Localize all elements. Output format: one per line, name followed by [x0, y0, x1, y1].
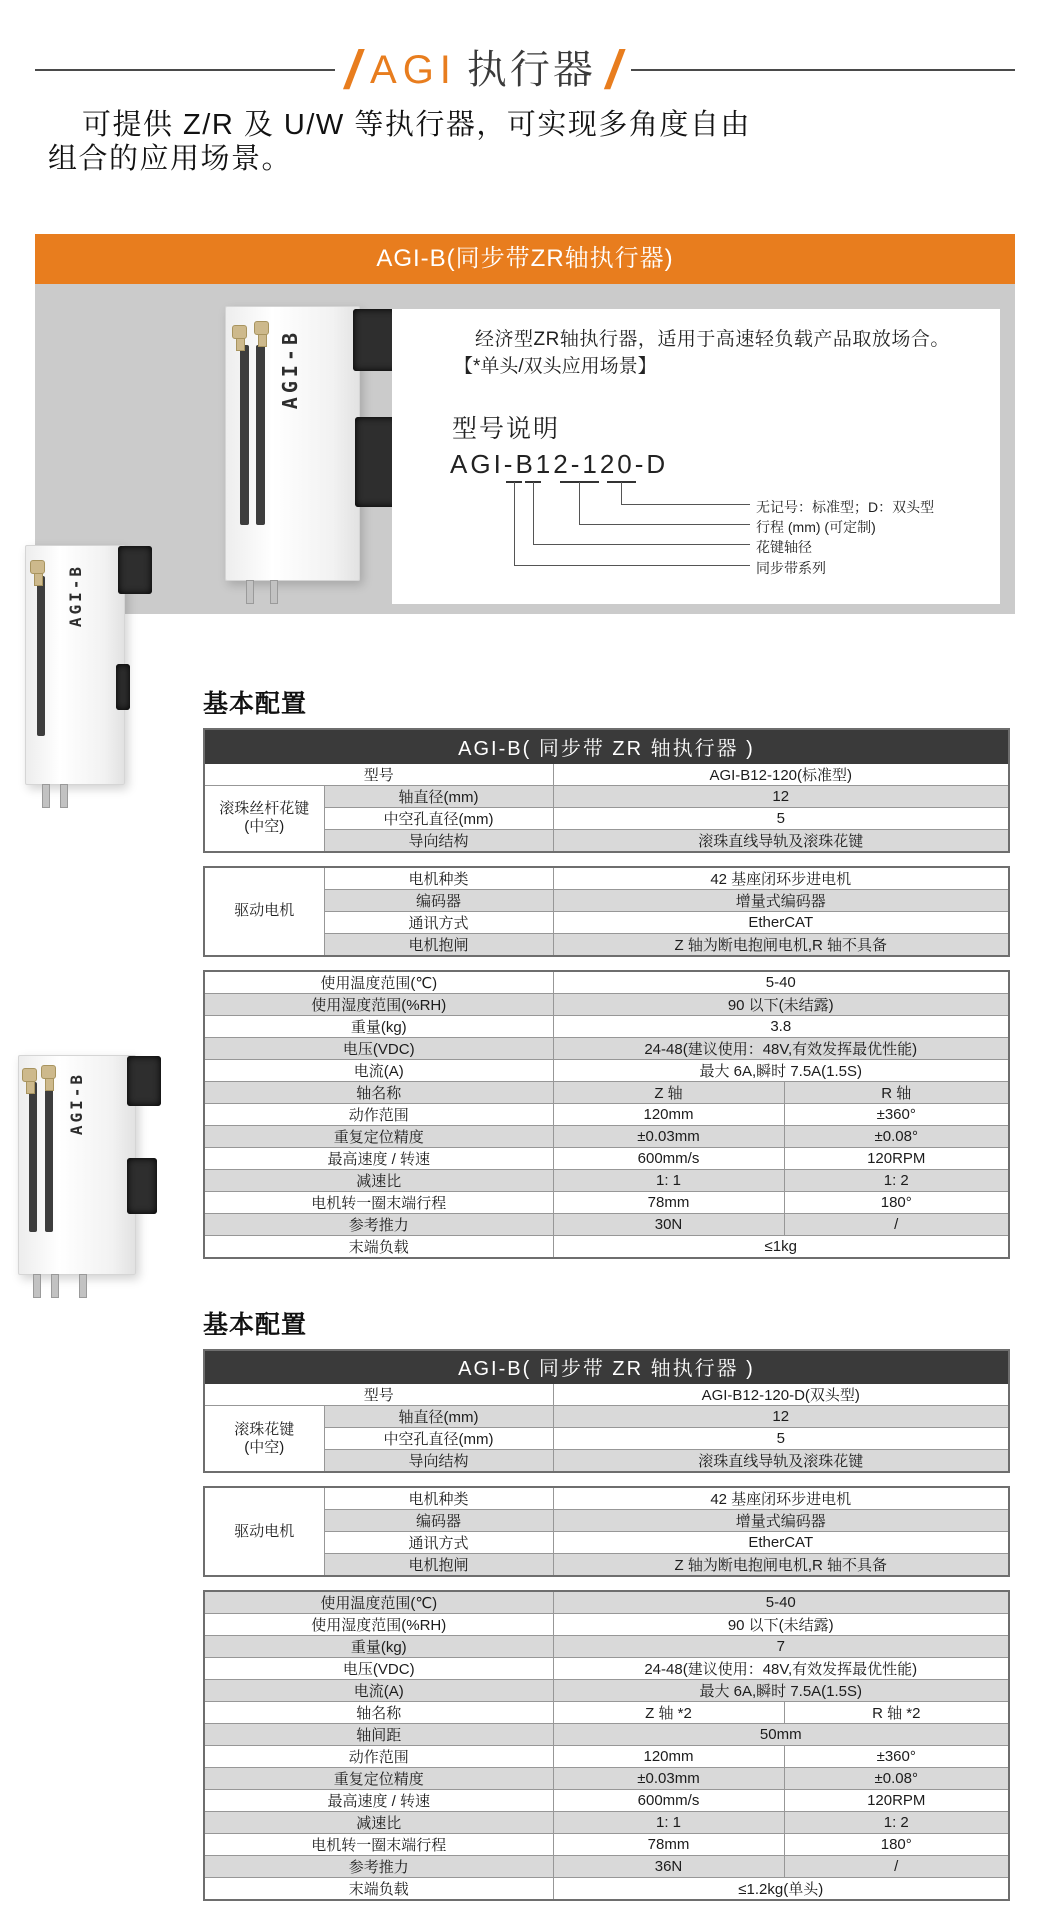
table-row	[204, 1191, 1009, 1213]
shaft	[42, 784, 50, 808]
spec-value: 42 基座闭环步进电机	[553, 1487, 1009, 1510]
spec-value: 最大 6A,瞬时 7.5A(1.5S)	[553, 1059, 1009, 1081]
spec-value-r: 1: 2	[784, 1812, 1009, 1834]
spec-value: 5-40	[553, 971, 1009, 994]
spec-label: 参考推力	[204, 1213, 553, 1235]
spec-value-z: 120mm	[553, 1746, 784, 1768]
spec-value: 5	[553, 1428, 1009, 1450]
title-rule-right	[631, 69, 1015, 71]
spec-value-z: 30N	[553, 1213, 784, 1235]
product-banner-title: AGI-B(同步带ZR轴执行器)	[35, 234, 1015, 284]
table-row	[204, 1724, 1009, 1746]
spec-label: 导向结构	[324, 1450, 553, 1473]
table-row	[204, 1856, 1009, 1878]
spec-value-r: ±0.08°	[784, 1768, 1009, 1790]
actuator-slot	[256, 345, 265, 525]
product-description: 经济型ZR轴执行器，适用于高速轻负载产品取放场合。	[475, 329, 950, 350]
table-row	[204, 1554, 1009, 1577]
table-row	[204, 1636, 1009, 1658]
table-row	[204, 1015, 1009, 1037]
spec-label: 编码器	[324, 1510, 553, 1532]
model-code: AGI-B12-120-D	[450, 449, 669, 479]
table-row	[204, 1213, 1009, 1235]
spec-value-r: /	[784, 1213, 1009, 1235]
table-row	[204, 1878, 1009, 1901]
shaft	[51, 1274, 59, 1298]
spec-label: 电流(A)	[204, 1059, 553, 1081]
table-row	[204, 1125, 1009, 1147]
table-row	[204, 1487, 1009, 1510]
motor-block	[127, 1158, 157, 1214]
spec-table-performance	[203, 1590, 1010, 1901]
table-row	[204, 1614, 1009, 1636]
spec-table-performance	[203, 970, 1010, 1259]
spec-value-r: ±360°	[784, 1746, 1009, 1768]
spec-value-r: ±0.08°	[784, 1125, 1009, 1147]
spec-value-z: 1: 1	[553, 1812, 784, 1834]
spec-value: 12	[553, 1406, 1009, 1428]
table-row	[204, 889, 1009, 911]
table-title: AGI-B( 同步带 ZR 轴执行器 )	[204, 729, 1009, 763]
shaft	[270, 580, 278, 604]
spec-label: 动作范围	[204, 1746, 553, 1768]
spec-label: 最高速度 / 转速	[204, 1147, 553, 1169]
table-row	[204, 933, 1009, 956]
product-overview-panel	[35, 284, 1015, 614]
spec-value-z: 36N	[553, 1856, 784, 1878]
table-row	[204, 1428, 1009, 1450]
table-row	[204, 1059, 1009, 1081]
spec-value: 滚珠直线导轨及滚珠花键	[553, 1450, 1009, 1473]
spec-label: 电机转一圈末端行程	[204, 1834, 553, 1856]
spec-value: 12	[553, 785, 1009, 807]
air-fitting	[22, 1068, 37, 1082]
spec-label: 轴直径(mm)	[324, 1406, 553, 1428]
spec-value-r: 1: 2	[784, 1169, 1009, 1191]
group-label: 滚珠花键 (中空)	[204, 1406, 324, 1473]
table-row	[204, 911, 1009, 933]
slash-icon: /	[605, 40, 621, 100]
spec-label: 型号	[204, 1384, 553, 1406]
actuator-slot	[37, 576, 45, 736]
spec-value: 7	[553, 1636, 1009, 1658]
group-label: 滚珠丝杆花键 (中空)	[204, 785, 324, 852]
product-model-label: AGI-B	[66, 564, 85, 628]
spec-label: 轴直径(mm)	[324, 785, 553, 807]
table-row	[204, 1406, 1009, 1428]
spec-value: 24-48(建议使用：48V,有效发挥最优性能)	[553, 1037, 1009, 1059]
spec-value-r: R 轴	[784, 1081, 1009, 1103]
spec-label: 轴间距	[204, 1724, 553, 1746]
product-description-note: 【*单头/双头应用场景】	[454, 356, 657, 377]
actuator-slot	[240, 345, 249, 525]
spec-value-r: ±360°	[784, 1103, 1009, 1125]
motor-block	[118, 546, 152, 594]
spec-value-z: Z 轴	[553, 1081, 784, 1103]
spec-label: 减速比	[204, 1812, 553, 1834]
spec-label: 最高速度 / 转速	[204, 1790, 553, 1812]
slash-icon: /	[345, 40, 361, 100]
actuator-slot	[45, 1082, 53, 1232]
table-row	[204, 1532, 1009, 1554]
table-row	[204, 1658, 1009, 1680]
spec-value: 增量式编码器	[553, 1510, 1009, 1532]
spec-value: Z 轴为断电抱闸电机,R 轴不具备	[553, 1554, 1009, 1577]
spec-value-z: ±0.03mm	[553, 1125, 784, 1147]
spec-value-r: 120RPM	[784, 1790, 1009, 1812]
spec-label: 轴名称	[204, 1081, 553, 1103]
spec-label: 末端负载	[204, 1235, 553, 1258]
table-row	[204, 1169, 1009, 1191]
spec-value: 最大 6A,瞬时 7.5A(1.5S)	[553, 1680, 1009, 1702]
product-model-label: AGI-B	[67, 1072, 86, 1136]
model-note-line	[514, 482, 750, 566]
spec-value-r: /	[784, 1856, 1009, 1878]
product-info-box	[392, 309, 1000, 604]
spec-table-basic	[203, 1349, 1010, 1474]
spec-label: 型号	[204, 763, 553, 785]
page-title-text: 执行器	[466, 48, 596, 92]
spec-value: ≤1kg	[553, 1235, 1009, 1258]
spec-value-z: 600mm/s	[553, 1147, 784, 1169]
table-row	[204, 1591, 1009, 1614]
spec-label: 使用湿度范围(%RH)	[204, 993, 553, 1015]
spec-label: 中空孔直径(mm)	[324, 807, 553, 829]
table-row	[204, 1768, 1009, 1790]
spec-value: ≤1.2kg(单头)	[553, 1878, 1009, 1901]
model-note: 行程 (mm) (可定制)	[756, 519, 876, 535]
spec-label: 电机种类	[324, 1487, 553, 1510]
group-label: 驱动电机	[204, 867, 324, 956]
motor-block	[127, 1056, 161, 1106]
spec-label: 重复定位精度	[204, 1768, 553, 1790]
spec-value: 50mm	[553, 1724, 1009, 1746]
product-image-single	[25, 545, 125, 785]
spec-label: 电压(VDC)	[204, 1658, 553, 1680]
intro-line-1: 可提供 Z/R 及 U/W 等执行器，可实现多角度自由	[82, 109, 751, 141]
table-row	[204, 1147, 1009, 1169]
air-fitting	[41, 1065, 56, 1079]
air-fitting	[232, 325, 247, 339]
spec-value-r: 120RPM	[784, 1147, 1009, 1169]
spec-value-z: 120mm	[553, 1103, 784, 1125]
spec-value-z: 600mm/s	[553, 1790, 784, 1812]
spec-label: 轴名称	[204, 1702, 553, 1724]
table-row	[204, 1812, 1009, 1834]
air-fitting	[254, 321, 269, 335]
spec-value: Z 轴为断电抱闸电机,R 轴不具备	[553, 933, 1009, 956]
model-note: 同步带系列	[756, 560, 826, 576]
spec-value: 90 以下(未结露)	[553, 1614, 1009, 1636]
spec-value-r: 180°	[784, 1191, 1009, 1213]
table-row	[204, 971, 1009, 994]
spec-label: 末端负载	[204, 1878, 553, 1901]
shaft	[33, 1274, 41, 1298]
section-heading: 基本配置	[203, 1310, 308, 1339]
shaft	[60, 784, 68, 808]
table-row	[204, 993, 1009, 1015]
spec-value-r: R 轴 *2	[784, 1702, 1009, 1724]
model-note: 花键轴径	[756, 539, 812, 555]
spec-label: 编码器	[324, 889, 553, 911]
spec-value: AGI-B12-120(标准型)	[553, 763, 1009, 785]
spec-value: 42 基座闭环步进电机	[553, 867, 1009, 890]
spec-value: 增量式编码器	[553, 889, 1009, 911]
spec-value-z: 1: 1	[553, 1169, 784, 1191]
motor-block	[116, 664, 130, 710]
spec-label: 电机种类	[324, 867, 553, 890]
spec-value: 90 以下(未结露)	[553, 993, 1009, 1015]
product-image-large	[225, 306, 360, 581]
table-row	[204, 1834, 1009, 1856]
table-row	[204, 1081, 1009, 1103]
table-row	[204, 1450, 1009, 1473]
table-row	[204, 1235, 1009, 1258]
spec-label: 重复定位精度	[204, 1125, 553, 1147]
spec-section-double	[203, 1305, 1010, 1902]
spec-label: 使用湿度范围(%RH)	[204, 1614, 553, 1636]
spec-value: 5	[553, 807, 1009, 829]
spec-value-z: 78mm	[553, 1191, 784, 1213]
spec-table-motor	[203, 1486, 1010, 1577]
table-row	[204, 1680, 1009, 1702]
spec-value: 24-48(建议使用：48V,有效发挥最优性能)	[553, 1658, 1009, 1680]
spec-value-z: 78mm	[553, 1834, 784, 1856]
page-title	[35, 40, 1015, 100]
title-rule-left	[35, 69, 335, 71]
spec-label: 通讯方式	[324, 1532, 553, 1554]
table-row	[204, 829, 1009, 852]
product-model-label: AGI-B	[278, 329, 302, 410]
spec-label: 电压(VDC)	[204, 1037, 553, 1059]
spec-label: 电机转一圈末端行程	[204, 1191, 553, 1213]
table-row	[204, 785, 1009, 807]
model-explain-heading: 型号说明	[452, 415, 561, 443]
shaft	[79, 1274, 87, 1298]
spec-value: 5-40	[553, 1591, 1009, 1614]
group-label: 驱动电机	[204, 1487, 324, 1576]
spec-label: 电机抱闸	[324, 933, 553, 956]
product-image-double	[18, 1055, 136, 1275]
spec-label: 使用温度范围(℃)	[204, 971, 553, 994]
spec-label: 导向结构	[324, 829, 553, 852]
spec-label: 重量(kg)	[204, 1636, 553, 1658]
intro-paragraph	[48, 108, 1010, 176]
spec-value: 滚珠直线导轨及滚珠花键	[553, 829, 1009, 852]
spec-label: 中空孔直径(mm)	[324, 1428, 553, 1450]
section-heading: 基本配置	[203, 690, 308, 718]
table-row	[204, 1746, 1009, 1768]
spec-value: AGI-B12-120-D(双头型)	[553, 1384, 1009, 1406]
air-fitting	[30, 560, 45, 574]
table-row	[204, 1103, 1009, 1125]
table-title: AGI-B( 同步带 ZR 轴执行器 )	[204, 1350, 1009, 1384]
spec-label: 重量(kg)	[204, 1015, 553, 1037]
spec-label: 减速比	[204, 1169, 553, 1191]
spec-label: 电机抱闸	[324, 1554, 553, 1577]
spec-value: 3.8	[553, 1015, 1009, 1037]
model-note: 无记号：标准型；D：双头型	[756, 499, 935, 515]
spec-value-r: 180°	[784, 1834, 1009, 1856]
spec-table-basic	[203, 728, 1010, 853]
shaft	[246, 580, 254, 604]
spec-label: 参考推力	[204, 1856, 553, 1878]
spec-section-standard	[203, 684, 1010, 1259]
spec-label: 通讯方式	[324, 911, 553, 933]
table-row	[204, 1702, 1009, 1724]
page-title-accent: AGI	[370, 48, 457, 92]
spec-value-z: ±0.03mm	[553, 1768, 784, 1790]
spec-value: EtherCAT	[553, 1532, 1009, 1554]
spec-label: 电流(A)	[204, 1680, 553, 1702]
spec-value: EtherCAT	[553, 911, 1009, 933]
spec-value-z: Z 轴 *2	[553, 1702, 784, 1724]
spec-label: 使用温度范围(℃)	[204, 1591, 553, 1614]
spec-table-motor	[203, 866, 1010, 957]
table-row	[204, 807, 1009, 829]
table-row	[204, 1037, 1009, 1059]
table-row	[204, 1790, 1009, 1812]
table-row	[204, 1384, 1009, 1406]
spec-label: 动作范围	[204, 1103, 553, 1125]
table-row	[204, 867, 1009, 890]
intro-line-2: 组合的应用场景。	[48, 143, 293, 175]
actuator-slot	[29, 1082, 37, 1232]
table-row	[204, 763, 1009, 785]
table-row	[204, 1510, 1009, 1532]
